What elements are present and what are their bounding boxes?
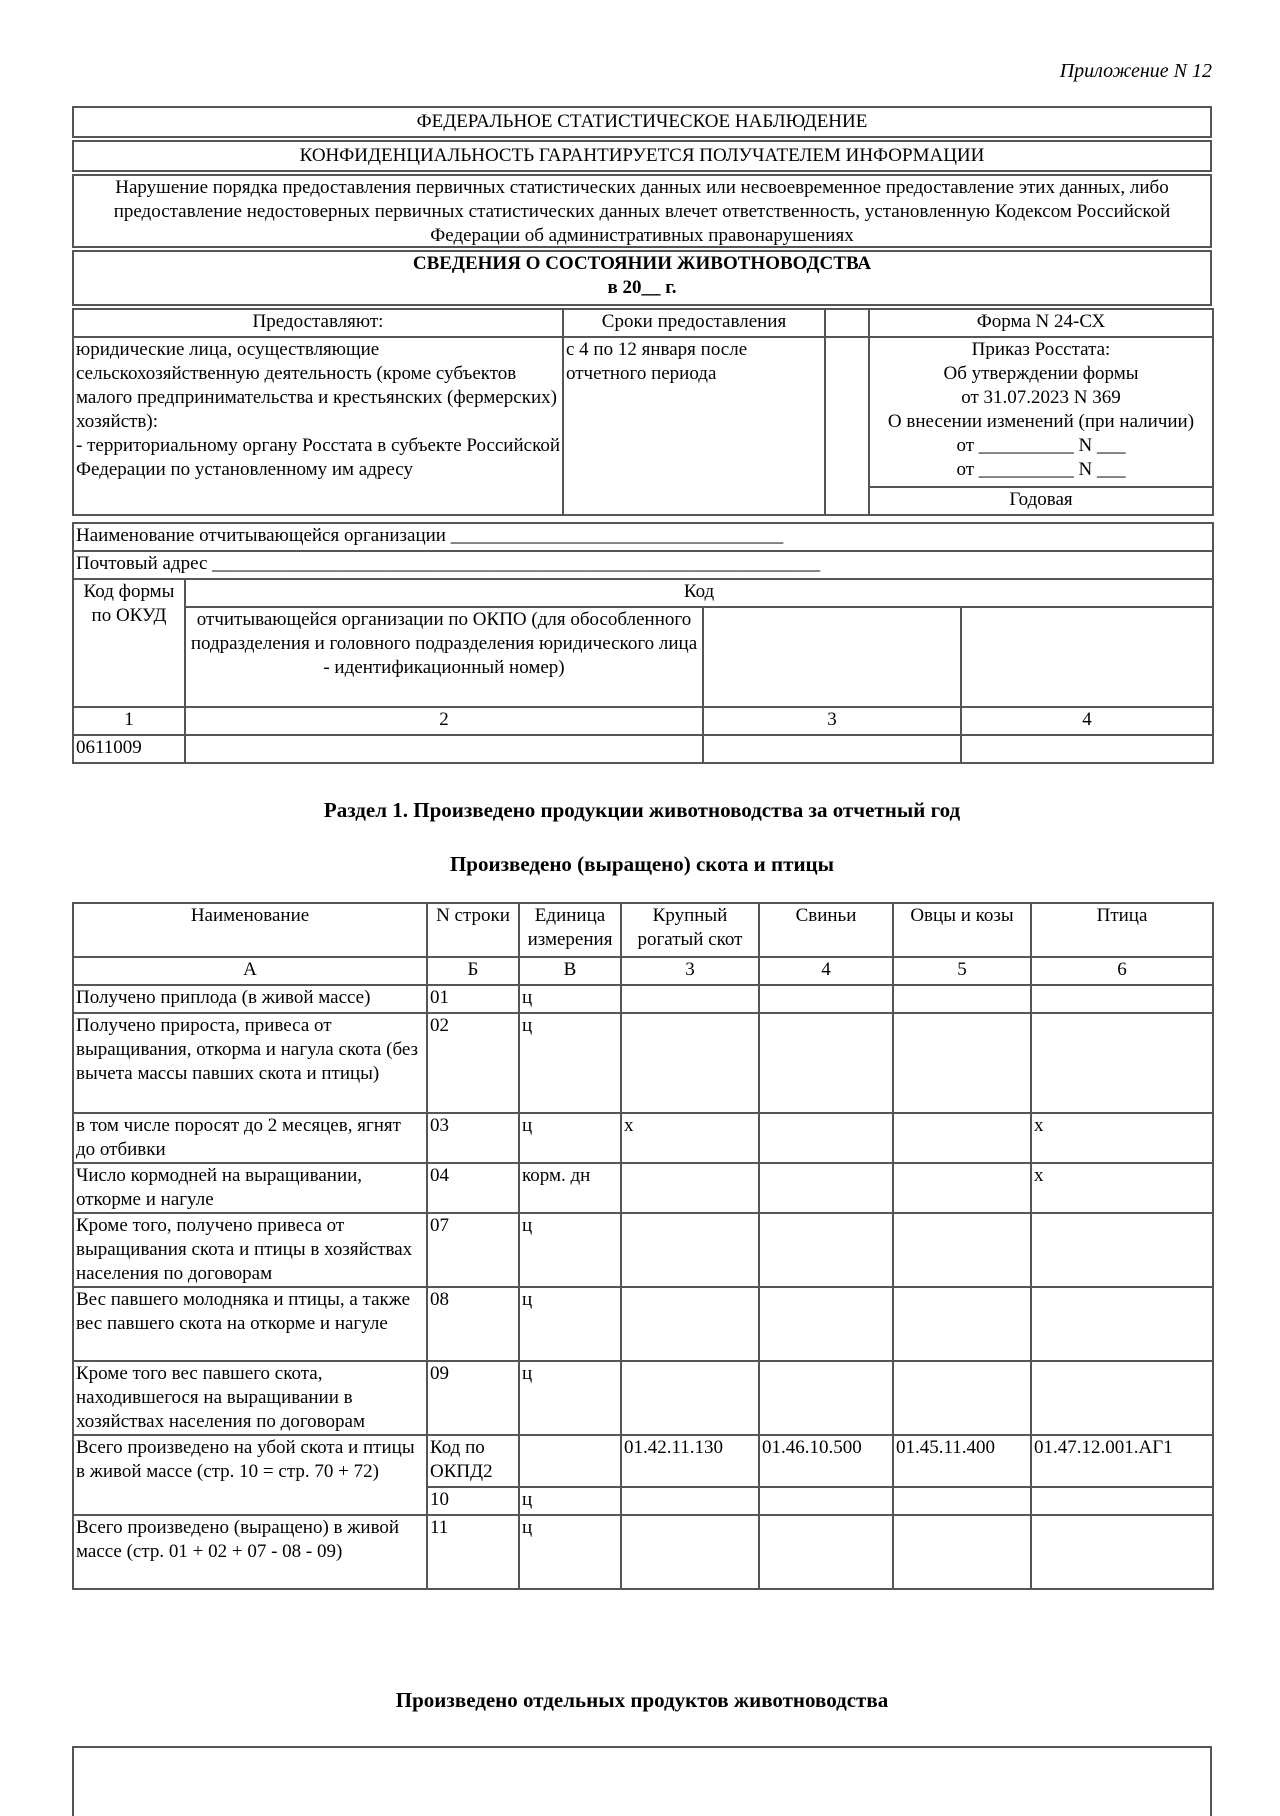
row-unit: ц (519, 1515, 621, 1589)
submission-table (72, 308, 1214, 516)
order-line: от __________ N ___ (956, 459, 1126, 480)
submit-empty-header (825, 309, 869, 337)
header-title-block (72, 250, 1212, 306)
value-cell-poultry[interactable]: х (1031, 1113, 1213, 1163)
value-cell-cattle[interactable]: х (621, 1113, 759, 1163)
order-info (869, 337, 1213, 487)
row-number: 11 (427, 1515, 519, 1589)
order-line: от __________ N ___ (956, 435, 1126, 456)
form-number: Форма N 24-СХ (869, 309, 1213, 337)
value-cell-poultry[interactable] (1031, 1013, 1213, 1113)
col-letter: В (519, 957, 621, 985)
section1-subtitle2: Произведено отдельных продуктов животноводства (395, 1688, 889, 1712)
code-empty-col3 (703, 607, 961, 707)
value-cell-sheep-goats[interactable] (893, 1287, 1031, 1361)
okpd2-code-pigs: 01.46.10.500 (759, 1435, 893, 1487)
row-number: 03 (427, 1113, 519, 1163)
value-cell-sheep-goats[interactable] (893, 1361, 1031, 1435)
row-name: Вес павшего молодняка и птицы, а также вес павшего скота на откорме и нагуле (73, 1287, 427, 1361)
table-row (73, 985, 1213, 1013)
value-cell-pigs[interactable] (759, 1361, 893, 1435)
col-letter: А (73, 957, 427, 985)
order-line: О внесении изменений (при наличии) (887, 411, 1195, 432)
table-row (73, 1287, 1213, 1361)
row-unit: корм. дн (519, 1163, 621, 1213)
okpd2-unit-empty (519, 1435, 621, 1487)
row-name: Получено приплода (в живой массе) (73, 985, 427, 1013)
form-year: в 20__ г. (607, 277, 677, 298)
submit-empty-cell (825, 337, 869, 515)
order-line: Об утверждении формы (943, 363, 1139, 384)
order-line: Приказ Росстата: (971, 339, 1111, 360)
value-cell-poultry[interactable] (1031, 985, 1213, 1013)
appendix-label: Приложение N 12 (1059, 60, 1212, 82)
organization-table (72, 522, 1214, 764)
table-row (73, 1113, 1213, 1163)
total-grown-name: Всего произведено (выращено) в живой массе (стр. 01 + 02 + 07 - 08 - 09) (73, 1515, 427, 1589)
value-cell-pigs[interactable] (759, 985, 893, 1013)
submit-when-header: Сроки предоставления (563, 309, 825, 337)
okud-value: 0611009 (73, 735, 185, 763)
value-cell-cattle[interactable] (621, 1287, 759, 1361)
row-number: 10 (427, 1487, 519, 1515)
livestock-rows (73, 985, 1213, 1435)
col-num: 4 (961, 707, 1213, 735)
org-address-field[interactable]: Почтовый адрес ________________________________________________________________ (73, 551, 1213, 579)
value-cell-poultry[interactable]: х (1031, 1163, 1213, 1213)
form-title: СВЕДЕНИЯ О СОСТОЯНИИ ЖИВОТНОВОДСТВА (412, 253, 872, 274)
value-cell-sheep-goats[interactable] (893, 1213, 1031, 1287)
row-number: 01 (427, 985, 519, 1013)
row-unit: ц (519, 1487, 621, 1515)
col-letter: 6 (1031, 957, 1213, 985)
okpd2-code-sheep-goats: 01.45.11.400 (893, 1435, 1031, 1487)
col-letter: 5 (893, 957, 1031, 985)
col-num: 1 (73, 707, 185, 735)
row-number: 02 (427, 1013, 519, 1113)
header-warning: Нарушение порядка предоставления первичных статистических данных или несвоевременное предоставление этих данных, либо предоставление недостоверных первичных статистических данных влечет ответственность, установленную Кодексом Российской Федерации об административных правонарушениях (72, 174, 1212, 248)
value-cell-sheep-goats[interactable] (893, 985, 1031, 1013)
col-header-unit: Единица измерения (519, 903, 621, 957)
okud-label: Код формы по ОКУД (73, 579, 185, 707)
value-cell[interactable] (893, 1515, 1031, 1589)
row-name: Получено прироста, привеса от выращивания, откорма и нагула скота (без вычета массы павших скота и птицы) (73, 1013, 427, 1113)
col-num: 2 (185, 707, 703, 735)
value-cell[interactable] (1031, 1515, 1213, 1589)
value-cell[interactable] (621, 1487, 759, 1515)
col-header-sheep-goats: Овцы и козы (893, 903, 1031, 957)
submit-who-header: Предоставляют: (73, 309, 563, 337)
col-letter: Б (427, 957, 519, 985)
col-letter: 3 (621, 957, 759, 985)
livestock-table (72, 902, 1214, 1590)
value-cell-pigs[interactable] (759, 1013, 893, 1113)
periodicity: Годовая (869, 487, 1213, 515)
section1-title: Раздел 1. Произведено продукции животноводства за отчетный год (323, 798, 961, 822)
col-header-row-number: N строки (427, 903, 519, 957)
row-name: Кроме того вес павшего скота, находившегося на выращивании в хозяйствах населения по договорам (73, 1361, 427, 1435)
value-cell-cattle[interactable] (621, 985, 759, 1013)
header-federal-observation: ФЕДЕРАЛЬНОЕ СТАТИСТИЧЕСКОЕ НАБЛЮДЕНИЕ (72, 106, 1212, 138)
value-cell-cattle[interactable] (621, 1213, 759, 1287)
value-cell[interactable] (893, 1487, 1031, 1515)
value-cell-poultry[interactable] (1031, 1287, 1213, 1361)
row-number: 09 (427, 1361, 519, 1435)
row-unit: ц (519, 1013, 621, 1113)
header-confidentiality: КОНФИДЕНЦИАЛЬНОСТЬ ГАРАНТИРУЕТСЯ ПОЛУЧАТЕЛЕМ ИНФОРМАЦИИ (72, 140, 1212, 172)
row-unit: ц (519, 1361, 621, 1435)
col-num: 3 (703, 707, 961, 735)
value-cell-pigs[interactable] (759, 1163, 893, 1213)
row-unit: ц (519, 985, 621, 1013)
okpd2-code-poultry: 01.47.12.001.АГ1 (1031, 1435, 1213, 1487)
code-label: Код (185, 579, 1213, 607)
row-unit: ц (519, 1113, 621, 1163)
value-cell[interactable] (621, 1515, 759, 1589)
col-header-poultry: Птица (1031, 903, 1213, 957)
okpd2-code-label: Код по ОКПД2 (427, 1435, 519, 1487)
submit-when-text: с 4 по 12 января после отчетного периода (563, 337, 825, 515)
value-cell-poultry[interactable] (1031, 1361, 1213, 1435)
row-name: Кроме того, получено привеса от выращивания скота и птицы в хозяйствах населения по договорам (73, 1213, 427, 1287)
row-name: Число кормодней на выращивании, откорме и нагуле (73, 1163, 427, 1213)
org-name-field[interactable]: Наименование отчитывающейся организации ___________________________________ (73, 523, 1213, 551)
col-letter: 4 (759, 957, 893, 985)
value-cell[interactable] (1031, 1487, 1213, 1515)
value-cell[interactable] (759, 1515, 893, 1589)
value-cell-cattle[interactable] (621, 1361, 759, 1435)
products-table-start (72, 1746, 1212, 1816)
okpd2-code-cattle: 01.42.11.130 (621, 1435, 759, 1487)
submit-who-text: юридические лица, осуществляющие сельскохозяйственную деятельность (кроме субъектов малого предпринимательства и крестьянских (фермерских) хозяйств): - территориальному органу Росстата в субъекте Российской Федерации по установленному им адресу (73, 337, 563, 515)
code-empty-col4 (961, 607, 1213, 707)
row-unit: ц (519, 1213, 621, 1287)
row-number: 08 (427, 1287, 519, 1361)
table-row (73, 1013, 1213, 1113)
value-cell-sheep-goats[interactable] (893, 1013, 1031, 1113)
value-cell-poultry[interactable] (1031, 1213, 1213, 1287)
section1-subtitle: Произведено (выращено) скота и птицы (449, 852, 835, 876)
total-slaughter-name: Всего произведено на убой скота и птицы в живой массе (стр. 10 = стр. 70 + 72) (73, 1435, 427, 1515)
okpo-input[interactable] (185, 735, 703, 763)
okpo-label: отчитывающейся организации по ОКПО (для обособленного подразделения и головного подразделения юридического лица - идентификационный номер) (185, 607, 703, 707)
row-unit: ц (519, 1287, 621, 1361)
code-input-col4[interactable] (961, 735, 1213, 763)
col-header-pigs: Свиньи (759, 903, 893, 957)
order-line: от 31.07.2023 N 369 (961, 387, 1121, 408)
row-number: 07 (427, 1213, 519, 1287)
value-cell-sheep-goats[interactable] (893, 1163, 1031, 1213)
value-cell-cattle[interactable] (621, 1163, 759, 1213)
table-row (73, 1213, 1213, 1287)
table-row (73, 1361, 1213, 1435)
table-row (73, 1163, 1213, 1213)
row-name: в том числе поросят до 2 месяцев, ягнят до отбивки (73, 1113, 427, 1163)
value-cell-sheep-goats[interactable] (893, 1113, 1031, 1163)
value-cell-pigs[interactable] (759, 1287, 893, 1361)
col-header-name: Наименование (73, 903, 427, 957)
code-input-col3[interactable] (703, 735, 961, 763)
value-cell-pigs[interactable] (759, 1113, 893, 1163)
col-header-cattle: Крупный рогатый скот (621, 903, 759, 957)
value-cell-pigs[interactable] (759, 1213, 893, 1287)
row-number: 04 (427, 1163, 519, 1213)
value-cell-cattle[interactable] (621, 1013, 759, 1113)
value-cell[interactable] (759, 1487, 893, 1515)
